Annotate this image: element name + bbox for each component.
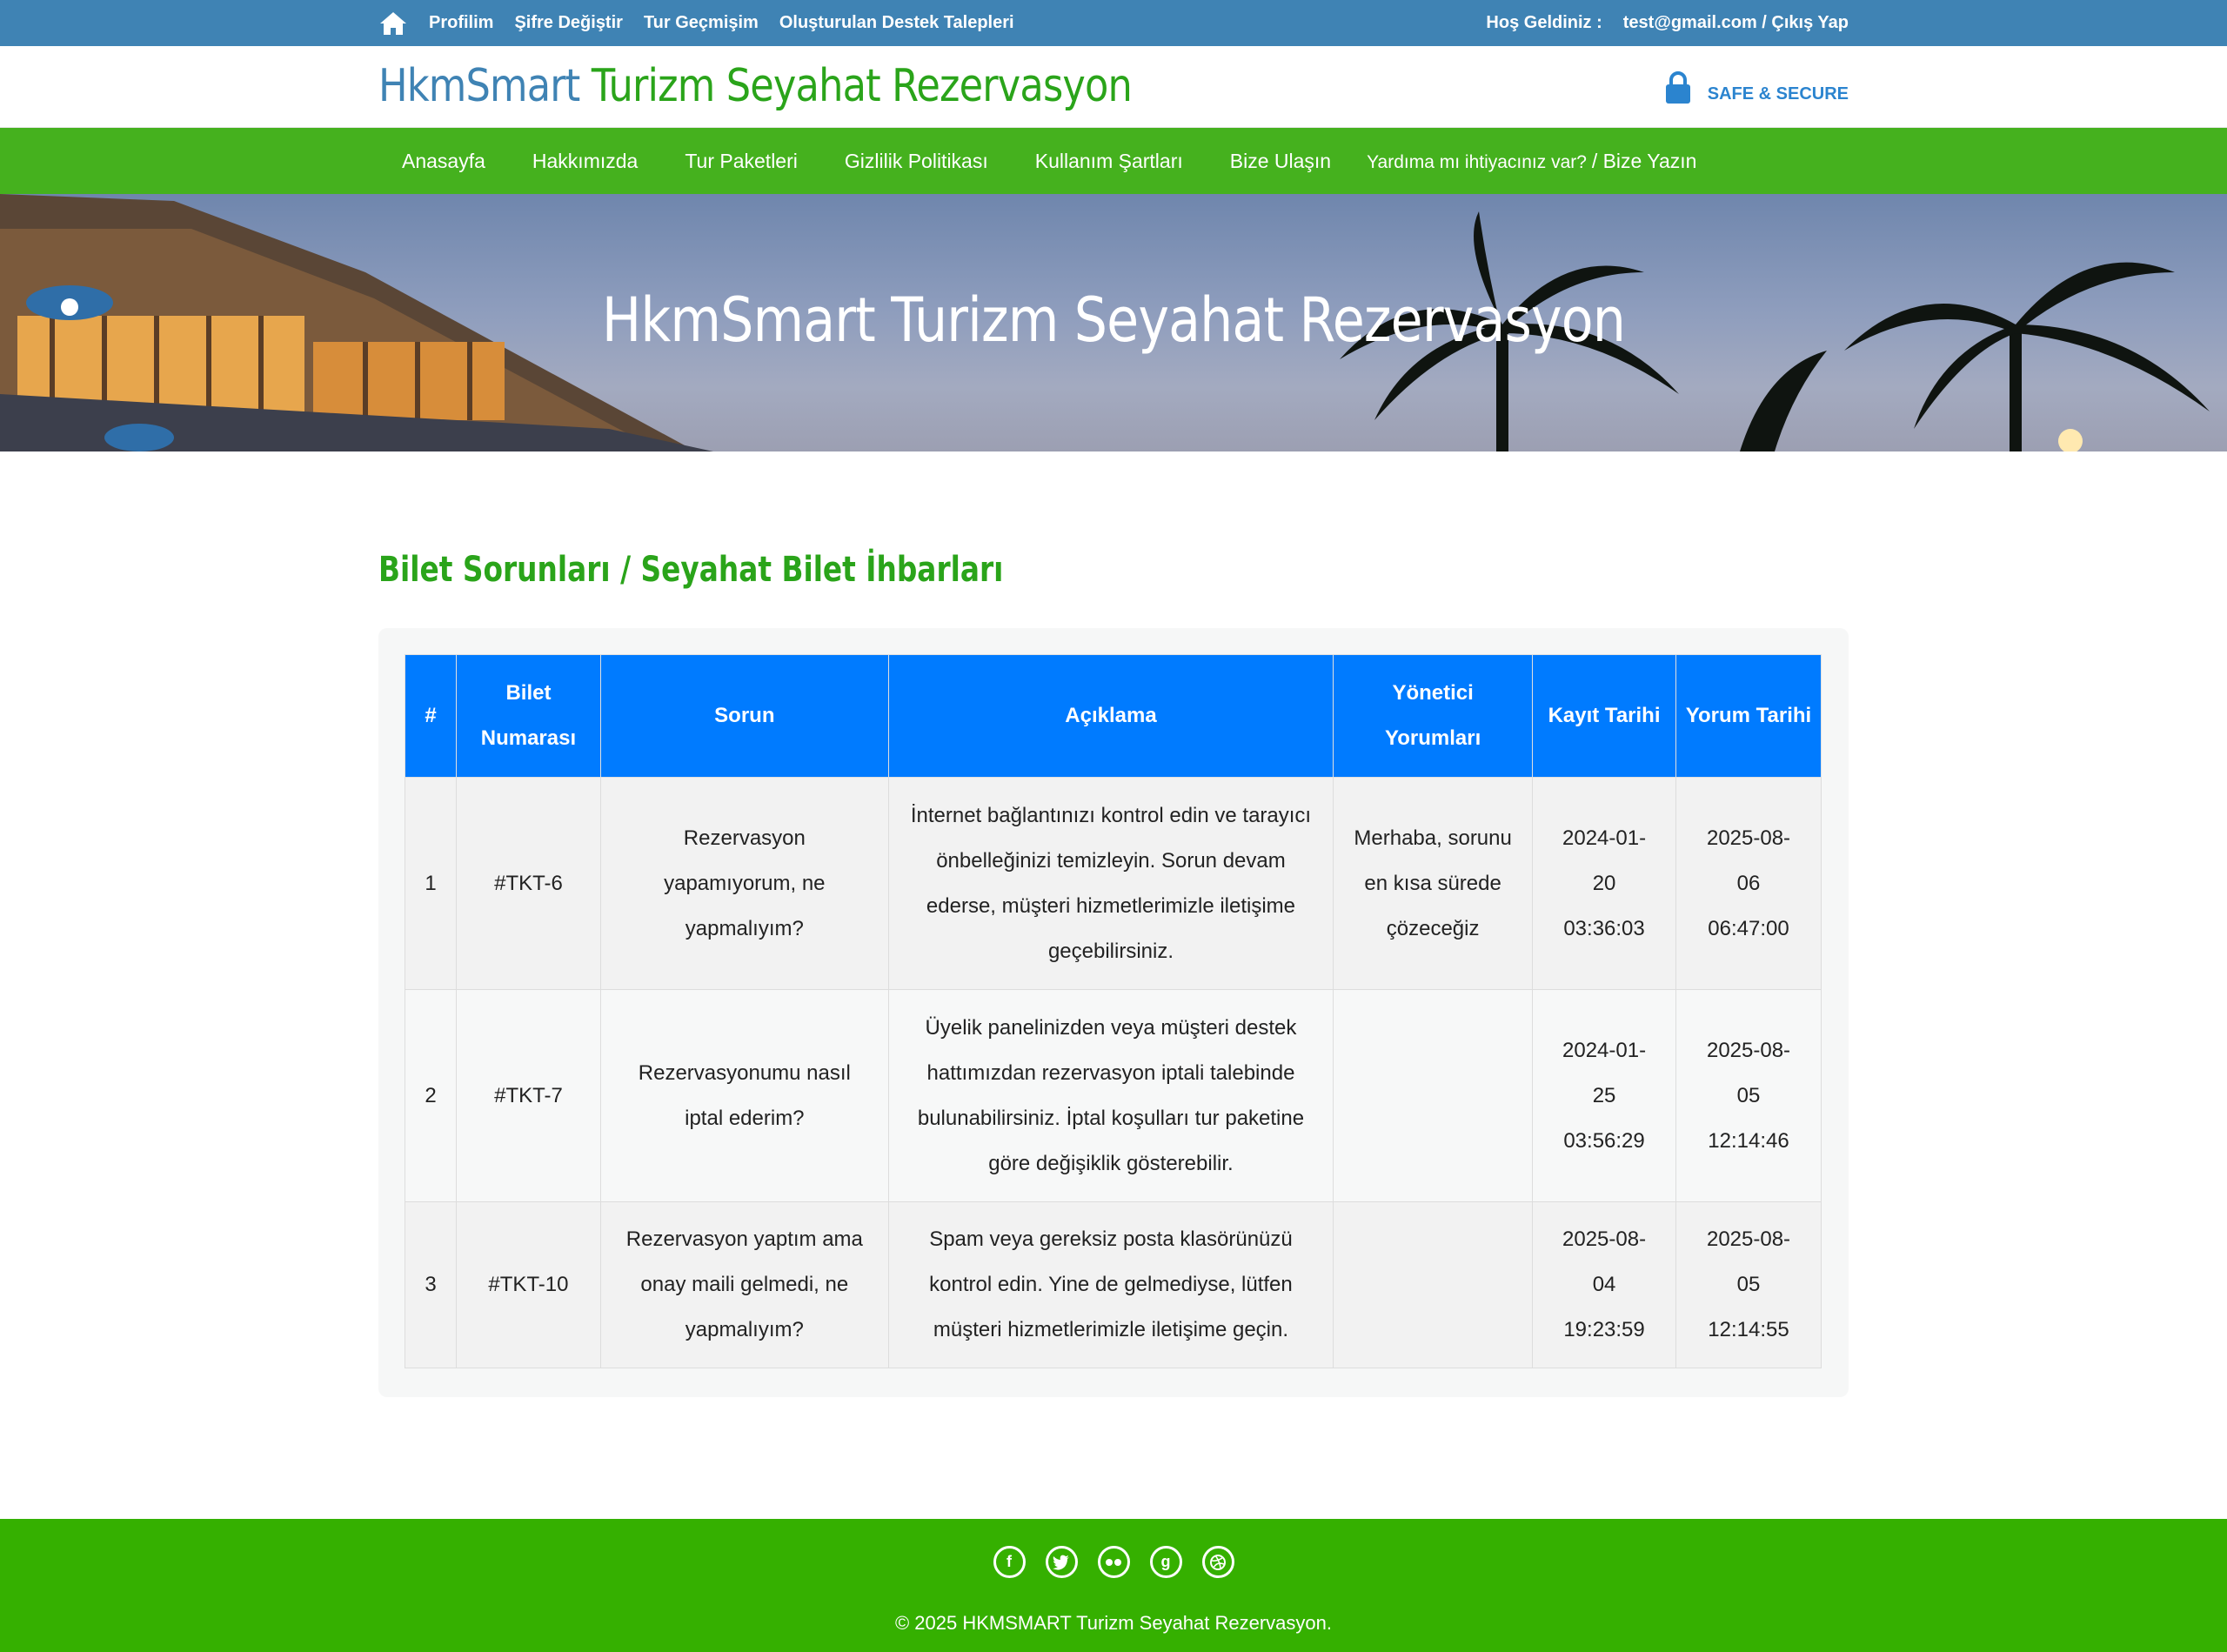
admin-comment <box>1334 990 1533 1202</box>
ticket-description: İnternet bağlantınızı kontrol edin ve tarayıcı önbelleğinizi temizleyin. Sorun devam ederse, müşteri hizmetlerimizle iletişime geçebilirsiniz. <box>888 778 1333 990</box>
help-question: Yardıma mı ihtiyacınız var? <box>1367 151 1587 172</box>
hero-banner <box>0 194 2227 451</box>
support-tickets-link[interactable]: Oluşturulan Destek Talepleri <box>779 13 1014 32</box>
comment-date: 2025-08-05 12:14:55 <box>1676 1202 1822 1368</box>
ticket-number: #TKT-6 <box>456 778 600 990</box>
logo-part-2: Turizm Seyahat Rezervasyon <box>591 60 1132 112</box>
logo-part-1: HkmSmart <box>378 60 580 112</box>
hero-title: HkmSmart Turizm Seyahat Rezervasyon <box>601 284 1626 356</box>
column-header-created-date: Kayıt Tarihi <box>1533 655 1676 778</box>
comment-date: 2025-08-06 06:47:00 <box>1676 778 1822 990</box>
google-plus-icon[interactable]: g <box>1150 1546 1182 1578</box>
admin-comment: Merhaba, sorunu en kısa sürede çözeceğiz <box>1334 778 1533 990</box>
tickets-table-card <box>378 628 1849 1397</box>
nav-privacy[interactable]: Gizlilik Politikası <box>844 149 988 172</box>
section-title: Bilet Sorunları / Seyahat Bilet İhbarları <box>378 550 1004 590</box>
flickr-icon[interactable] <box>1098 1546 1130 1578</box>
table-row <box>405 990 1822 1202</box>
profile-link[interactable]: Profilim <box>429 13 494 32</box>
row-number: 3 <box>405 1202 457 1368</box>
column-header-ticket-number: Bilet Numarası <box>456 655 600 778</box>
created-date: 2024-01-25 03:56:29 <box>1533 990 1676 1202</box>
top-utility-bar <box>0 0 2227 46</box>
twitter-icon[interactable] <box>1046 1546 1078 1578</box>
nav-contact[interactable]: Bize Ulaşın <box>1229 149 1332 172</box>
facebook-icon[interactable]: f <box>993 1546 1026 1578</box>
column-header-issue: Sorun <box>600 655 888 778</box>
footer <box>0 1519 2227 1652</box>
created-date: 2025-08-04 19:23:59 <box>1533 1202 1676 1368</box>
ticket-description: Üyelik panelinizden veya müşteri destek hattımızdan rezervasyon iptali talebinde bulunabilirsiniz. İptal koşulları tur paketine göre değişiklik gösterebilir. <box>888 990 1333 1202</box>
user-logout-link[interactable]: test@gmail.com / Çıkış Yap <box>1622 13 1849 32</box>
ticket-issue: Rezervasyon yaptım ama onay maili gelmedi, ne yapmalıyım? <box>600 1202 888 1368</box>
ticket-issue: Rezervasyon yapamıyorum, ne yapmalıyım? <box>600 778 888 990</box>
column-header-admin-comments: Yönetici Yorumları <box>1334 655 1533 778</box>
ticket-description: Spam veya gereksiz posta klasörünüzü kontrol edin. Yine de gelmediyse, lütfen müşteri hizmetlerimizle iletişime geçin. <box>888 1202 1333 1368</box>
home-icon[interactable] <box>378 10 408 37</box>
nav-help <box>1354 150 1696 173</box>
table-header-row <box>405 655 1822 778</box>
brand-header <box>0 46 2227 128</box>
ticket-number: #TKT-7 <box>456 990 600 1202</box>
nav-about[interactable]: Hakkımızda <box>532 149 639 172</box>
ticket-issue: Rezervasyonumu nasıl iptal ederim? <box>600 990 888 1202</box>
table-row <box>405 1202 1822 1368</box>
table-row <box>405 778 1822 990</box>
safe-secure-badge <box>1664 70 1849 105</box>
row-number: 1 <box>405 778 457 990</box>
tickets-table <box>405 654 1822 1368</box>
ticket-number: #TKT-10 <box>456 1202 600 1368</box>
social-links <box>0 1546 2227 1578</box>
lock-icon <box>1664 70 1692 105</box>
nav-tour-packages[interactable]: Tur Paketleri <box>685 149 798 172</box>
copyright-text: © 2025 HKMSMART Turizm Seyahat Rezervasyon. <box>894 1612 1333 1634</box>
welcome-label: Hoş Geldiniz : <box>1486 13 1602 32</box>
write-to-us-link[interactable]: / Bize Yazın <box>1591 149 1697 172</box>
site-logo[interactable] <box>378 60 1132 112</box>
dribbble-icon[interactable] <box>1202 1546 1234 1578</box>
row-number: 2 <box>405 990 457 1202</box>
main-nav <box>0 128 2227 194</box>
column-header-number: # <box>405 655 457 778</box>
column-header-comment-date: Yorum Tarihi <box>1676 655 1822 778</box>
tour-history-link[interactable]: Tur Geçmişim <box>643 13 759 32</box>
column-header-description: Açıklama <box>888 655 1333 778</box>
admin-comment <box>1334 1202 1533 1368</box>
comment-date: 2025-08-05 12:14:46 <box>1676 990 1822 1202</box>
change-password-link[interactable]: Şifre Değiştir <box>514 13 623 32</box>
secure-label: SAFE & SECURE <box>1707 84 1849 104</box>
nav-home[interactable]: Anasayfa <box>402 149 485 172</box>
created-date: 2024-01-20 03:36:03 <box>1533 778 1676 990</box>
nav-terms[interactable]: Kullanım Şartları <box>1034 149 1183 172</box>
